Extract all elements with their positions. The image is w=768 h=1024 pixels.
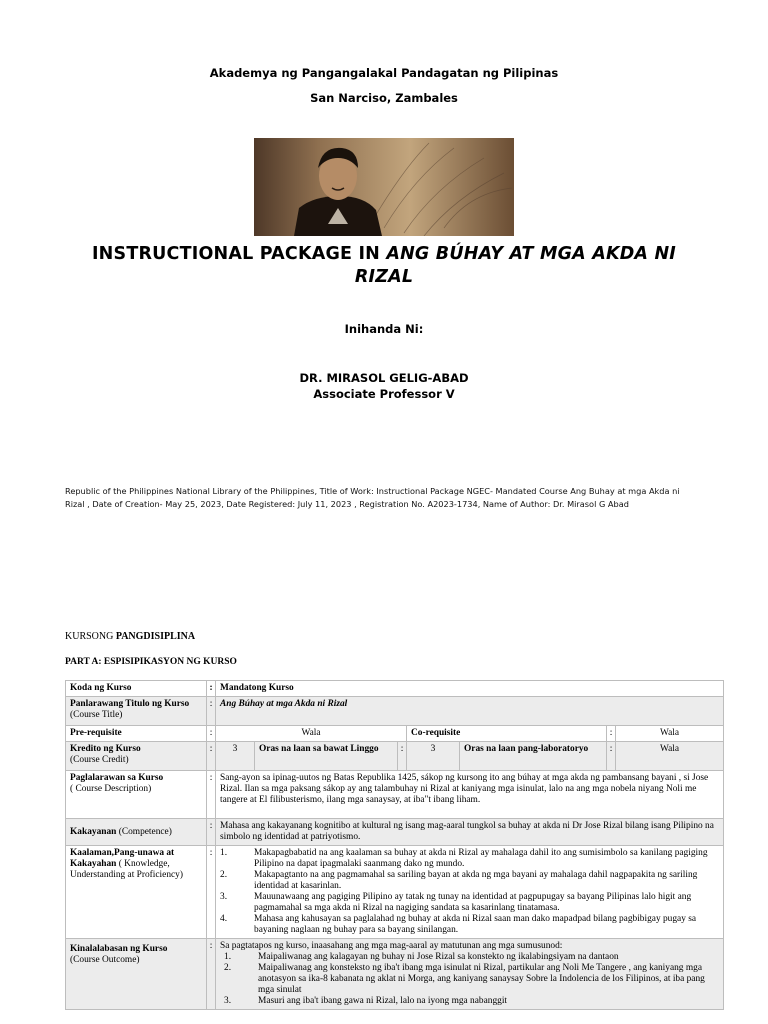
prereq-label: Pre-requisite [66,726,207,742]
title-course-name-line1: ANG BÚHAY AT MGA AKDA NI [386,244,677,264]
colon: : [207,697,216,726]
colon: : [398,742,407,771]
list-item [224,996,719,1007]
koda-value: Mandatong Kurso [216,681,724,697]
item-number: 3. [224,996,232,1006]
kredito-value: 3 [216,742,255,771]
lab-hours-value: Wala [616,742,724,771]
item-text: Masuri ang iba't ibang gawa ni Rizal, lalo na iyong mga nabanggit [258,996,508,1006]
registration-note-line1: Republic of the Philippines National Library of the Philippines, Title of Work: Instructional Package NGEC- Mandated Course Ang Buhay at mga Akda ni [65,486,680,496]
koda-label: Koda ng Kurso [66,681,207,697]
titulo-sublabel: (Course Title) [70,710,123,720]
kinalalabasan-value [216,939,724,1010]
author-name: DR. MIRASOL GELIG-ABAD [299,371,469,385]
title-prefix: INSTRUCTIONAL PACKAGE IN [91,244,381,264]
coreq-label: Co-requisite [407,726,607,742]
row-paglalarawan [66,771,724,819]
kinalalabasan-sublabel: (Course Outcome) [70,955,140,965]
item-text: Mahasa ang kahusayan sa paglalahad ng buhay at akda ni Rizal saan man dako mapadpad bilang pagbibigay pugay sa bayaning naglaan ng buhay para sa bayang sinilangan. [254,914,697,935]
row-koda [66,681,724,697]
rizal-portrait-image [254,138,514,236]
list-item [224,952,719,963]
row-kinalalabasan [66,939,724,1010]
item-text: Makapagbabatid na ang kaalaman sa buhay at akda ni Rizal ay mahalaga dahil ito ang sumisimbolo sa kanilang pagiging Pilipino na dapat ipagmalaki saanmang dako ng mundo. [254,848,708,869]
row-kakayanan [66,819,724,846]
titulo-value: Ang Búhay at mga Akda ni Rizal [216,697,724,726]
paglalarawan-label-cell [66,771,207,819]
titulo-label: Panlarawang Titulo ng Kurso [70,699,190,709]
title-course-name-line2: RIZAL [354,267,414,287]
item-number: 2. [220,870,228,880]
colon: : [607,742,616,771]
kinalalabasan-label: Kinalalabasan ng Kurso [70,944,168,954]
kinalalabasan-intro: Sa pagtatapos ng kurso, inaasahang ang mga mag-aaral ay matutunan ang mga sumusunod: [220,941,563,951]
lec-hours-label: Oras na laan sa bawat Linggo [255,742,398,771]
course-specification-table [65,680,724,1010]
colon: : [207,742,216,771]
kinalalabasan-list [220,952,719,1007]
paglalarawan-value: Sang-ayon sa ipinag-uutos ng Batas Republika 1425, sákop ng kursong ito ang búhay at mga akda ng pambansang bayani , si Jose Rizal. Ilan sa mga paksang sákop ay ang talambuhay ni Rizal at kaniyang mga isinulat, lalo na ang mga nobela niyang Noli me tangere at El filibusterismo, ilang mga sanaysay, at iba"t ibang liham. [216,771,724,819]
kakayanan-value: Mahasa ang kakayanang kognitibo at kultural ng isang mag-aaral tungkol sa buhay at akda ni Dr Jose Rizal bilang isang Pilipino na simbolo ng identidad at patriyotismo. [216,819,724,846]
kakayanan-label: Kakayanan [70,826,117,837]
paglalarawan-label: Paglalarawan sa Kurso [70,773,164,783]
institution-location: San Narciso, Zambales [310,91,458,105]
author-position: Associate Professor V [313,387,455,401]
kaalaman-label: Kaalaman,Pang-unawa at Kakayahan [70,848,175,869]
item-text: Maipaliwanag ang konsteksto ng iba't ibang mga isinulat ni Rizal, partikular ang Noli Me Tangere , ang kaniyang mga anotasyon sa ika-8 kabanata ng aklat ni Morga, ang kaniyang sanaysay Sobre la Indolencia de los Filipinos, at iba pang mga sinulat [258,963,705,995]
course-type-label: KURSONG [65,631,114,642]
row-prereq [66,726,724,742]
registration-note-line2: Rizal , Date of Creation- May 25, 2023, Date Registered: July 11, 2023 , Registration No. A2023-1734, Name of Author: Dr. Mirasol G Abad [65,498,629,509]
kakayanan-label-cell [66,819,207,846]
item-text: Makapagtanto na ang pagmamahal sa sariling bayan at akda ng mga bayani ay mahalaga dahil nagpapakita ng sariling identidad at kasarinlan. [254,870,698,891]
item-number: 2. [224,963,232,973]
coreq-value: Wala [616,726,724,742]
list-item [220,870,719,892]
colon: : [207,939,216,1010]
kredito-label-cell [66,742,207,771]
colon: : [607,726,616,742]
kaalaman-value [216,846,724,939]
item-text: Mauunawaang ang pagiging Pilipino ay tatak ng tunay na identidad at pagpupugay sa bayang Pilipinas lalo higit ang pagmamahal sa mga akda ni Rizal na nagiging sandata sa kasarinlang tinatamasa. [254,892,692,913]
colon: : [207,771,216,819]
titulo-label-cell [66,697,207,726]
row-titulo [66,697,724,726]
lab-hours-label: Oras na laan pang-laboratoryo [460,742,607,771]
list-item [220,848,719,870]
lec-hours-value: 3 [407,742,460,771]
list-item [220,892,719,914]
part-a-heading: PART A: ESPISIPIKASYON NG KURSO [65,657,237,667]
kaalaman-sublabel: ( Knowledge, Understanding at Proficiency) [70,859,183,880]
item-number: 1. [220,848,228,858]
kakayanan-sublabel: (Competence) [118,826,172,837]
row-kredito [66,742,724,771]
colon: : [207,681,216,697]
institution-name: Akademya ng Pangangalakal Pandagatan ng Pilipinas [209,66,559,80]
list-item [220,914,719,936]
course-type [65,631,195,642]
kredito-label: Kredito ng Kurso [70,744,141,754]
prepared-by-label: Inihanda Ni: [344,322,424,336]
prereq-value: Wala [216,726,407,742]
item-number: 4. [220,914,228,924]
kaalaman-label-cell [66,846,207,939]
document-title [0,243,768,289]
item-text: Maipaliwanag ang kalagayan ng buhay ni Jose Rizal sa konstekto ng ikalabingsiyam na dantaon [258,952,619,962]
colon: : [207,726,216,742]
registration-note [65,485,735,510]
item-number: 3. [220,892,228,902]
colon: : [207,846,216,939]
row-kaalaman [66,846,724,939]
list-item [224,963,719,996]
item-number: 1. [224,952,232,962]
kredito-sublabel: (Course Credit) [70,755,129,765]
paglalarawan-sublabel: ( Course Description) [70,784,152,794]
kinalalabasan-label-cell [66,939,207,1010]
kaalaman-list [220,848,719,936]
colon: : [207,819,216,846]
course-type-value: PANGDISIPLINA [115,631,196,642]
